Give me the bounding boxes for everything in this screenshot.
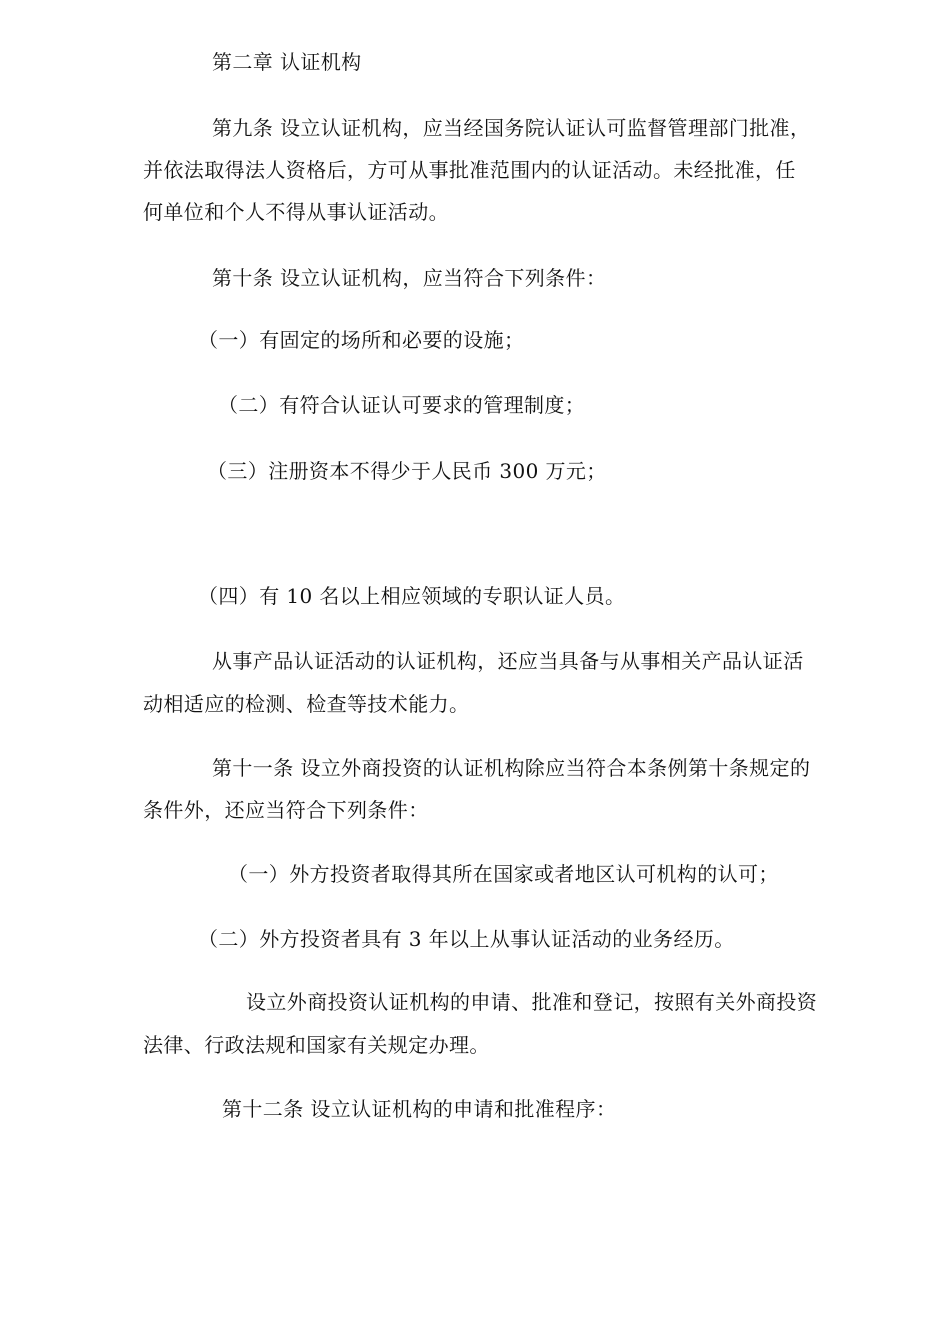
article-10-item-1: （一）有固定的场所和必要的设施； xyxy=(198,328,525,352)
article-10-item-3: （三）注册资本不得少于人民币 300 万元； xyxy=(207,459,607,483)
chapter-heading: 第二章 认证机构 xyxy=(212,50,362,74)
article-11-line-2: 条件外，还应当符合下列条件： xyxy=(143,798,429,822)
article-9-line-2: 并依法取得法人资格后，方可从事批准范围内的认证活动。未经批准，任 xyxy=(143,158,796,182)
article-11-line-1: 第十一条 设立外商投资的认证机构除应当符合本条例第十条规定的 xyxy=(212,756,811,780)
article-10-intro: 第十条 设立认证机构，应当符合下列条件： xyxy=(212,266,607,290)
article-10-extra-line-1: 从事产品认证活动的认证机构，还应当具备与从事相关产品认证活 xyxy=(212,649,804,673)
article-11-extra-line-2: 法律、行政法规和国家有关规定办理。 xyxy=(143,1033,490,1057)
article-12-intro: 第十二条 设立认证机构的申请和批准程序： xyxy=(222,1097,617,1121)
article-10-item-4: （四）有 10 名以上相应领域的专职认证人员。 xyxy=(198,584,626,608)
article-9-line-3: 何单位和个人不得从事认证活动。 xyxy=(143,200,449,224)
article-9-line-1: 第九条 设立认证机构，应当经国务院认证认可监督管理部门批准， xyxy=(212,116,811,140)
article-11-item-2: （二）外方投资者具有 3 年以上从事认证活动的业务经历。 xyxy=(198,927,735,951)
article-10-item-2: （二）有符合认证认可要求的管理制度； xyxy=(218,393,586,417)
article-11-extra-line-1: 设立外商投资认证机构的申请、批准和登记，按照有关外商投资 xyxy=(246,990,818,1014)
article-11-item-1: （一）外方投资者取得其所在国家或者地区认可机构的认可； xyxy=(228,862,779,886)
article-10-extra-line-2: 动相适应的检测、检查等技术能力。 xyxy=(143,692,470,716)
